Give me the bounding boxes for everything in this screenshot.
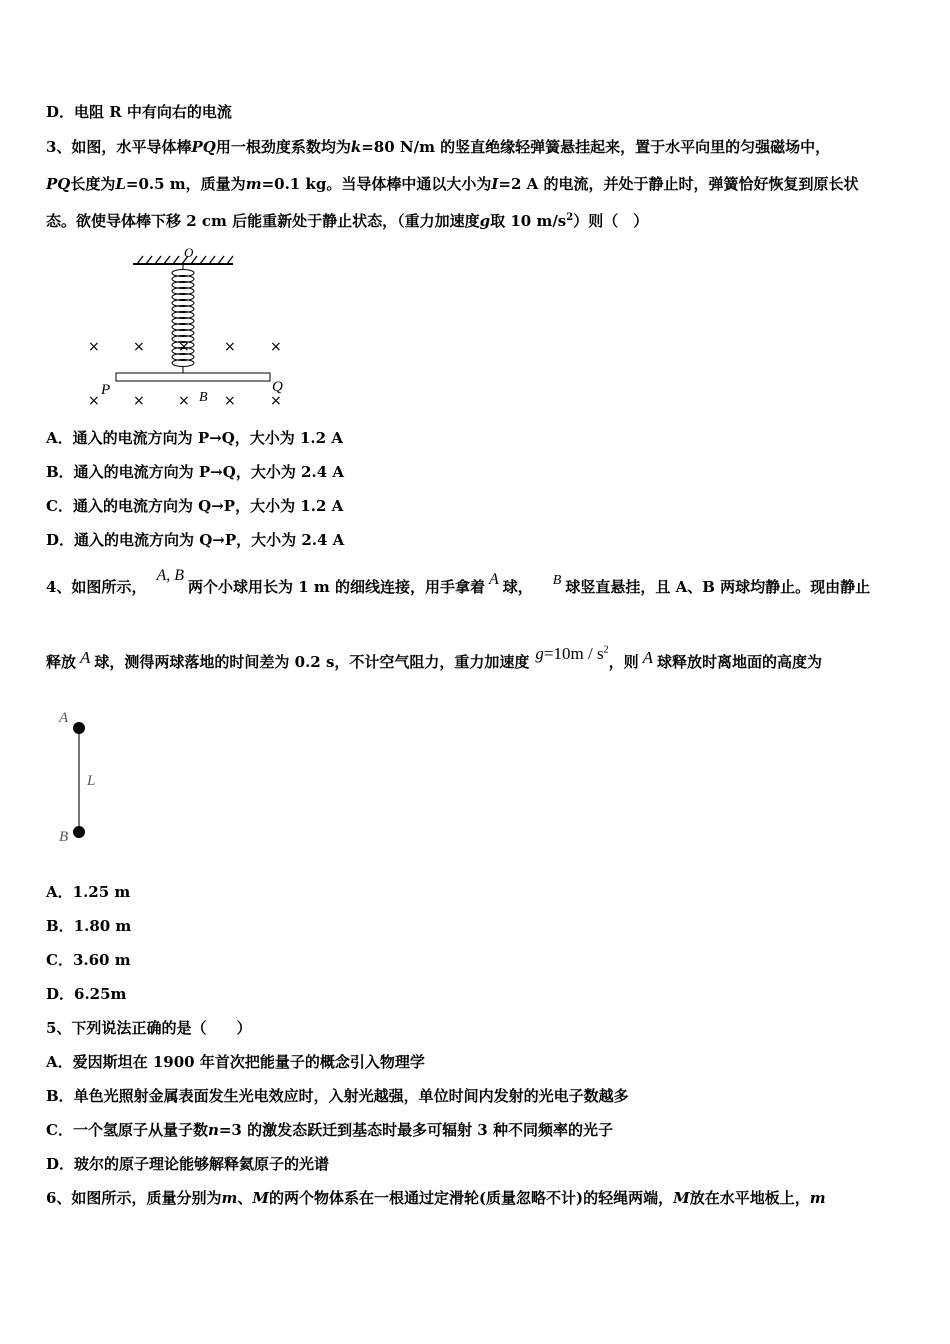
label-b-field: B xyxy=(199,390,208,405)
q4-option-b: B．1.80 m xyxy=(46,917,132,935)
q3-option-d: D．通入的电流方向为 Q→P，大小为 2.4 A xyxy=(46,531,345,549)
q3-option-c: C．通入的电流方向为 Q→P，大小为 1.2 A xyxy=(46,497,344,515)
field-cross: × xyxy=(88,393,100,409)
spring xyxy=(172,264,194,373)
q4-figure-two-balls xyxy=(50,700,120,850)
label-p: P xyxy=(101,382,111,398)
q3-stem-line3: 态。欲使导体棒下移 2 cm 后能重新处于静止状态，（重力加速度g取 10 $m/s^2$）则（ ） xyxy=(46,212,649,230)
label-q: Q xyxy=(272,379,283,395)
ball-b xyxy=(73,826,85,838)
q5-stem: 5、下列说法正确的是（ ） xyxy=(46,1019,252,1037)
field-cross: × xyxy=(224,339,236,355)
q3-stem-line1: 3、如图，水平导体棒PQ用一根劲度系数均为k=80 N/m 的竖直绝缘轻弹簧悬挂起来，置于水平向里的匀强磁场中， xyxy=(46,138,831,156)
q6-stem-line1: 6、如图所示，质量分别为m、M的两个物体系在一根通过定滑轮(质量忽略不计)的轻绳两端，M放在水平地板上，m xyxy=(46,1189,826,1207)
q3-option-a: A．通入的电流方向为 P→Q，大小为 1.2 A xyxy=(46,429,343,447)
q3-figure-spring-rod xyxy=(80,240,300,415)
q5-option-c: C．一个氢原子从量子数n=3 的激发态跃迁到基态时最多可辐射 3 种不同频率的光子 xyxy=(46,1121,613,1139)
label-b: B xyxy=(59,829,69,845)
field-cross: × xyxy=(133,339,145,355)
label-a: A xyxy=(59,710,69,726)
q3-option-b: B．通入的电流方向为 P→Q，大小为 2.4 A xyxy=(46,463,344,481)
field-cross: × xyxy=(270,339,282,355)
field-cross: × xyxy=(133,393,145,409)
ball-a xyxy=(73,722,85,734)
q3-stem-line2: PQ长度为L=0.5 m，质量为m=0.1 kg。当导体棒中通以大小为I=2 A 的电流，并处于静止时，弹簧恰好恢复到原长状 xyxy=(46,175,859,193)
q2-option-d: D．电阻 R 中有向右的电流 xyxy=(46,103,232,121)
field-cross: × xyxy=(178,393,190,409)
field-cross: × xyxy=(178,339,190,355)
q4-option-c: C．3.60 m xyxy=(46,951,131,969)
field-cross: × xyxy=(270,393,282,409)
label-l: L xyxy=(87,773,96,789)
q5-option-d: D．玻尔的原子理论能够解释氦原子的光谱 xyxy=(46,1155,330,1173)
q4-stem-line2: 释放 A 球，测得两球落地的时间差为 0.2 s，不计空气阻力，重力加速度 $g=10m / s^2$，则 A 球释放时离地面的高度为 xyxy=(46,644,822,671)
q4-option-d: D．6.25m xyxy=(46,985,127,1003)
q4-option-a: A．1.25 m xyxy=(46,883,131,901)
label-o: O xyxy=(184,245,194,260)
field-cross: × xyxy=(88,339,100,355)
q5-option-b: B．单色光照射金属表面发生光电效应时，入射光越强，单位时间内发射的光电子数越多 xyxy=(46,1087,629,1105)
q4-stem-line1: 4、如图所示，A, B两个小球用长为 1 m 的细线连接，用手拿着 A 球， B 球竖直悬挂，且 A、B 两球均静止。现由静止 xyxy=(46,567,871,596)
conductor-rod xyxy=(116,373,270,381)
q5-option-a: A．爱因斯坦在 1900 年首次把能量子的概念引入物理学 xyxy=(46,1053,425,1071)
field-cross: × xyxy=(224,393,236,409)
